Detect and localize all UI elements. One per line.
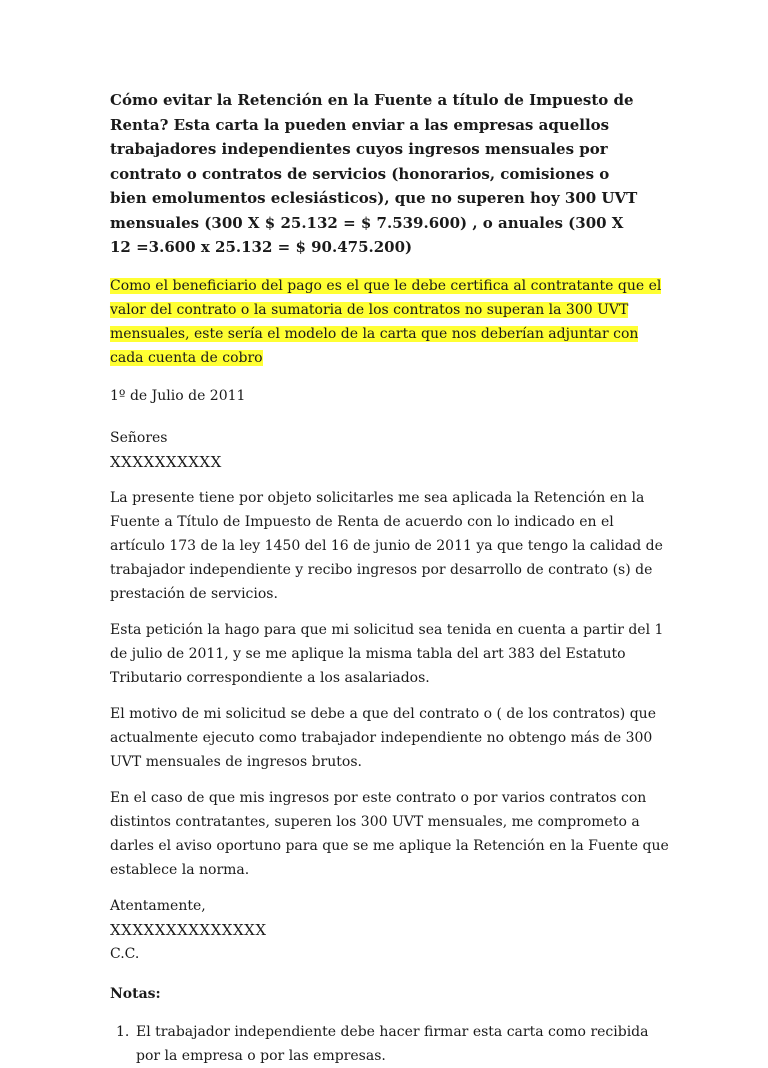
letter-salutation: Señores <box>110 429 168 446</box>
notes-list <box>110 1020 670 1068</box>
letter-recipient: XXXXXXXXXX <box>110 452 222 471</box>
intro-highlighted-paragraph <box>110 274 670 370</box>
letter-id-label: C.C. <box>110 945 140 962</box>
list-item-text: El trabajador independiente debe hacer firmar esta carta como recibida por la empresa o por las empresas. <box>136 1023 649 1064</box>
list-item-number: 1. <box>116 1023 130 1040</box>
document-title: Cómo evitar la Retención en la Fuente a título de Impuesto de Renta? Esta carta la pueden enviar a las empresas aquellos trabajadores independientes cuyos ingresos mensuales por contrato o contratos de servicios (honorarios, comisiones o bien emolumentos eclesiásticos), que no superen hoy 300 UVT mensuales (300 X $ 25.132 = $ 7.539.600) , o anuales (300 X 12 =3.600 x 25.132 = $ 90.475.200) <box>110 91 638 256</box>
letter-date: 1º de Julio de 2011 <box>110 387 246 404</box>
letter-paragraph-1: La presente tiene por objeto solicitarles me sea aplicada la Retención en la Fuente a Título de Impuesto de Renta de acuerdo con lo indicado en el artículo 173 de la ley 1450 del 16 de junio de 2011 ya que tengo la calidad de trabajador independiente y recibo ingresos por desarrollo de contrato (s) de prestación de servicios. <box>110 489 663 602</box>
document-page <box>110 88 670 1068</box>
letter-paragraph-3: El motivo de mi solicitud se debe a que del contrato o ( de los contratos) que actualmente ejecuto como trabajador independiente no obtengo más de 300 UVT mensuales de ingresos brutos. <box>110 705 656 770</box>
letter-closing: Atentamente, <box>110 897 206 914</box>
letter-paragraph-4: En el caso de que mis ingresos por este contrato o por varios contratos con distintos contratantes, superen los 300 UVT mensuales, me comprometo a darles el aviso oportuno para que se me aplique la Retención en la Fuente que establece la norma. <box>110 789 669 878</box>
letter-signature: XXXXXXXXXXXXXX <box>110 920 267 939</box>
notes-title: Notas: <box>110 985 161 1002</box>
letter-paragraph-2: Esta petición la hago para que mi solicitud sea tenida en cuenta a partir del 1 de julio de 2011, y se me aplique la misma tabla del art 383 del Estatuto Tributario correspondiente a los asalariados. <box>110 621 664 686</box>
highlighted-text: Como el beneficiario del pago es el que le debe certifica al contratante que el valor del contrato o la sumatoria de los contratos no superan la 300 UVT mensuales, este sería el modelo de la carta que nos deberían adjuntar con cada cuenta de cobro <box>110 277 662 366</box>
list-item <box>110 1020 670 1068</box>
